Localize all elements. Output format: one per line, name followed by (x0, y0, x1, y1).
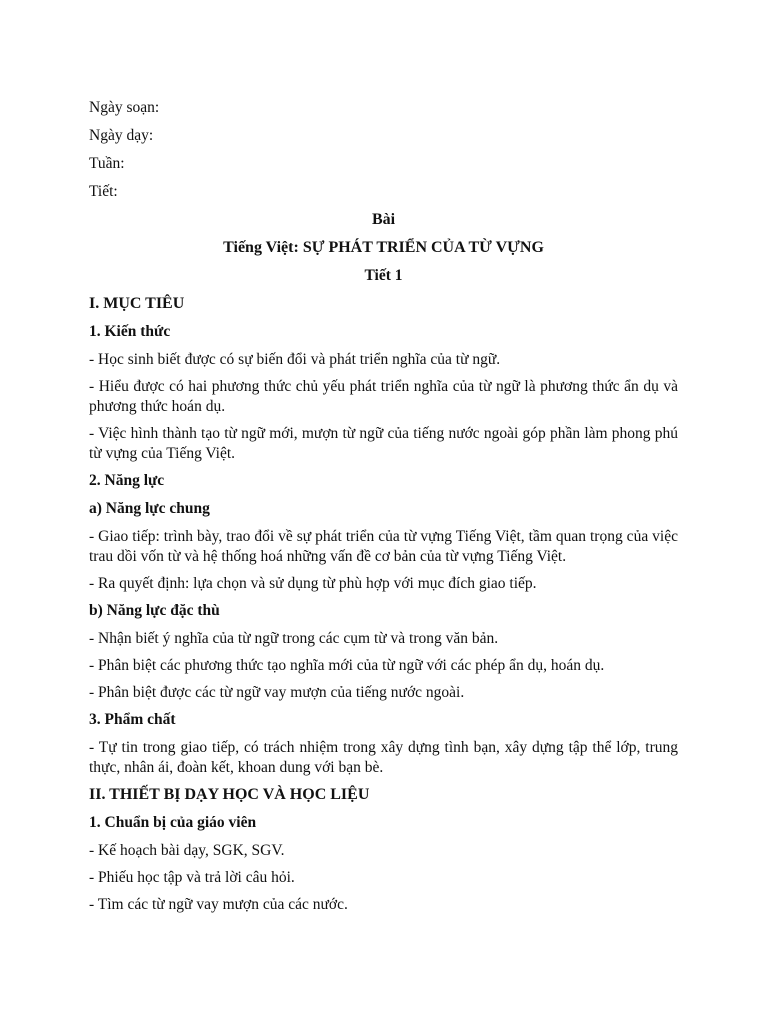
page-title: Tiếng Việt: SỰ PHÁT TRIỂN CỦA TỪ VỰNG (223, 239, 544, 256)
qualities-item: - Tự tin trong giao tiếp, có trách nhiệm trong xây dựng tình bạn, xây dựng tập thể lớp, trung thực, nhân ái, đoàn kết, khoan dung với bạn bè. (89, 739, 678, 776)
general-competence-item: - Ra quyết định: lựa chọn và sử dụng từ phù hợp với mục đích giao tiếp. (89, 575, 537, 592)
teacher-prep-item: - Phiếu học tập và trả lời câu hỏi. (89, 869, 295, 886)
specific-competence-item: - Phân biệt được các từ ngữ vay mượn của tiếng nước ngoài. (89, 684, 465, 701)
ngay-day-label: Ngày dạy: (89, 127, 154, 144)
knowledge-item: - Hiểu được có hai phương thức chủ yếu phát triển nghĩa của từ ngữ là phương thức ẩn dụ và phương thức hoán dụ. (89, 378, 678, 415)
qualities-heading: 3. Phẩm chất (89, 711, 176, 728)
tiet-label: Tiết: (89, 183, 118, 200)
tuan-label: Tuần: (89, 155, 125, 172)
knowledge-item: - Việc hình thành tạo từ ngữ mới, mượn từ ngữ của tiếng nước ngoài góp phần làm phong phú từ vựng của Tiếng Việt. (89, 425, 678, 462)
lesson-label: Bài (371, 211, 396, 228)
teacher-prep-item: - Kế hoạch bài dạy, SGK, SGV. (89, 842, 285, 859)
teacher-prep-item: - Tìm các từ ngữ vay mượn của các nước. (89, 896, 348, 913)
general-competence-item: - Giao tiếp: trình bày, trao đổi về sự phát triển của từ vựng Tiếng Việt, tầm quan trọng của việc trau dồi vốn từ và hệ thống hoá những vấn đề cơ bản của từ vựng Tiếng Việt. (89, 528, 678, 565)
teacher-prep-heading: 1. Chuẩn bị của giáo viên (89, 814, 257, 831)
specific-competence-item: - Phân biệt các phương thức tạo nghĩa mới của từ ngữ với các phép ẩn dụ, hoán dụ. (89, 657, 605, 674)
section-equipment-heading: II. THIẾT BỊ DẠY HỌC VÀ HỌC LIỆU (89, 786, 370, 803)
knowledge-heading: 1. Kiến thức (89, 323, 171, 340)
specific-competence-item: - Nhận biết ý nghĩa của từ ngữ trong các cụm từ và trong văn bản. (89, 630, 499, 647)
section-objectives-heading: I. MỤC TIÊU (89, 295, 185, 312)
competence-heading: 2. Năng lực (89, 472, 165, 489)
general-competence-heading: a) Năng lực chung (89, 500, 210, 517)
specific-competence-heading: b) Năng lực đặc thù (89, 602, 220, 619)
period-label: Tiết 1 (364, 267, 403, 284)
knowledge-item: - Học sinh biết được có sự biến đổi và phát triển nghĩa của từ ngữ. (89, 351, 501, 368)
ngay-soan-label: Ngày soạn: (89, 99, 160, 116)
